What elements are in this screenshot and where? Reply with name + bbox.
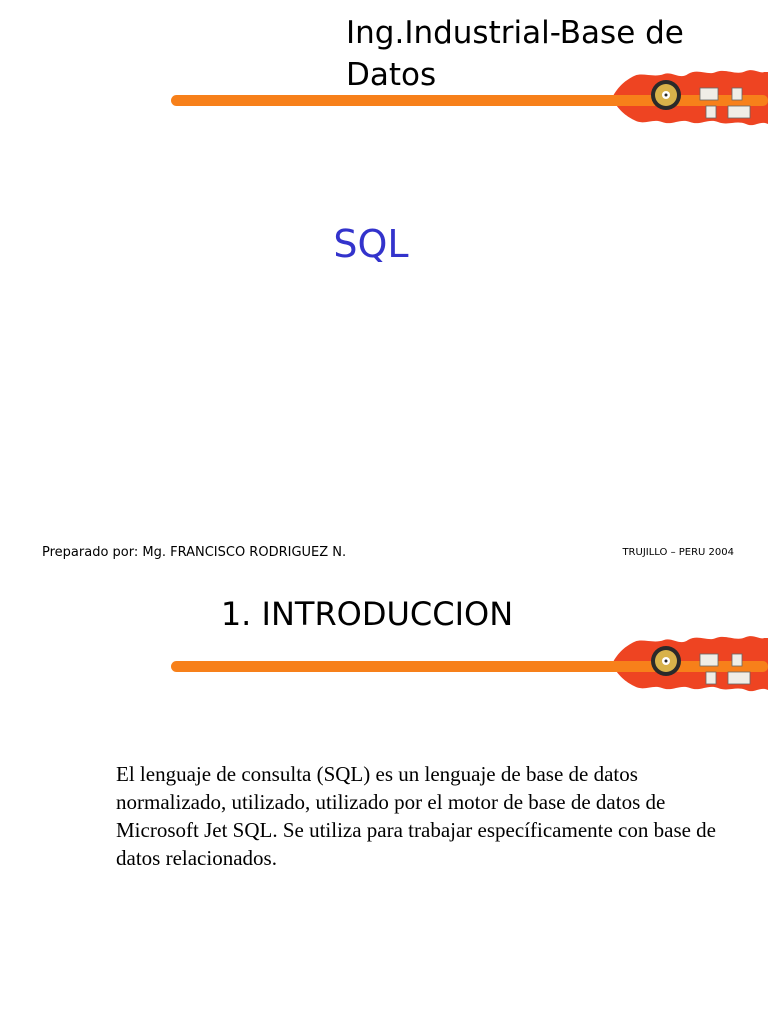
- presentation-title: SQL: [333, 222, 409, 266]
- author-credit: Preparado por: Mg. FRANCISCO RODRIGUEZ N.: [42, 545, 347, 560]
- cd-disc-and-ui-windows-icon: [608, 68, 768, 128]
- location-date: TRUJILLO – PERU 2004: [622, 547, 734, 558]
- introduction-paragraph: El lenguaje de consulta (SQL) es un lenguaje de base de datos normalizado, utilizado, utilizado por el motor de base de datos de Microsoft Jet SQL. Se utiliza para trabajar específicamente con base de datos relacionados.: [116, 762, 717, 870]
- slide-introduction: [0, 566, 768, 1024]
- header-title: Ing.Industrial-Base de Datos: [346, 15, 684, 93]
- section-title: 1. INTRODUCCION: [220, 595, 514, 633]
- cd-disc-and-ui-windows-icon: [608, 634, 768, 694]
